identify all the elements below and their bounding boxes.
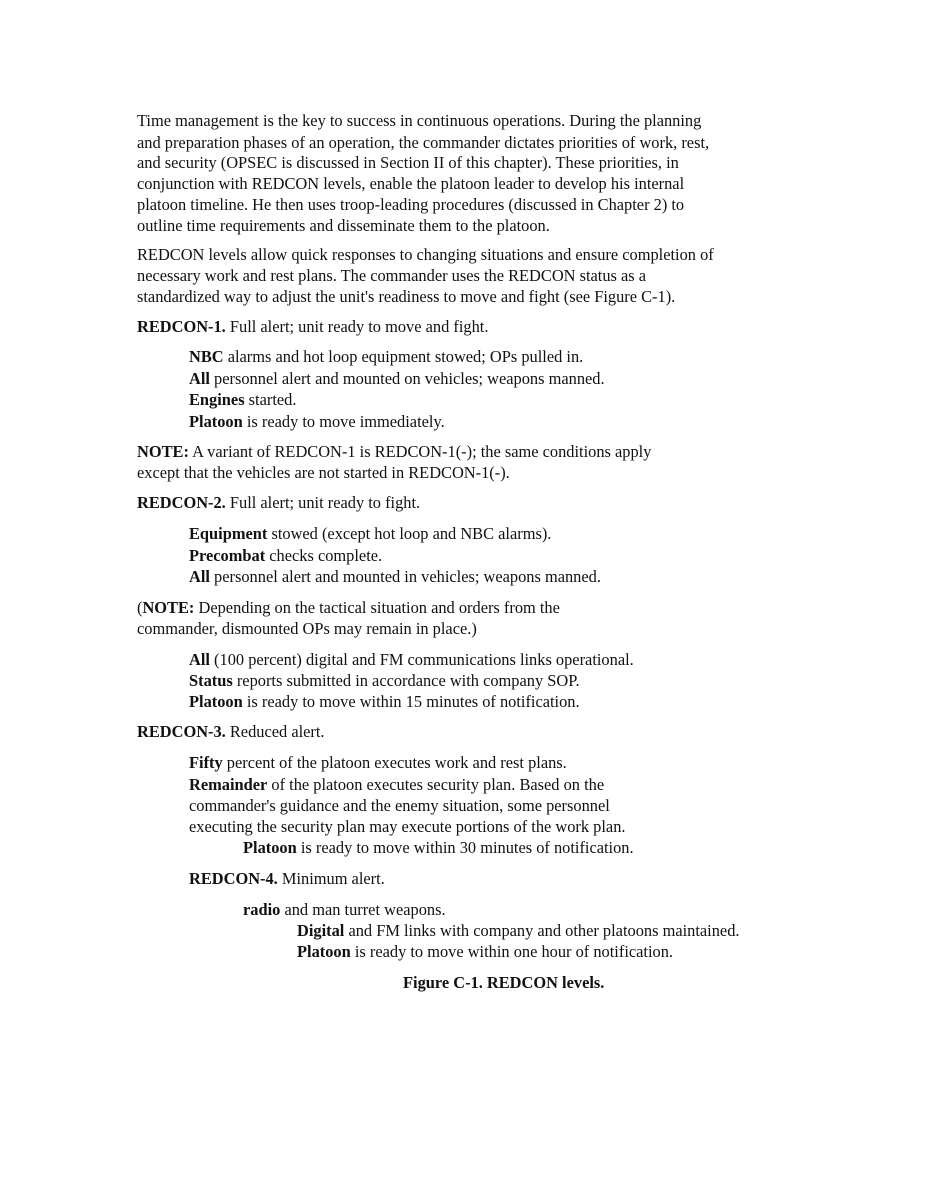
redcon-4-item: Digital and FM links with company and other platoons maintained. <box>297 921 740 940</box>
redcon-2-item: All personnel alert and mounted in vehicles; weapons manned. <box>189 567 601 586</box>
figure-caption: Figure C-1. REDCON levels. <box>403 973 605 992</box>
redcon-3-item-continuation: commander's guidance and the enemy situation, some personnel <box>189 796 610 815</box>
redcon-1-item: All personnel alert and mounted on vehicles; weapons manned. <box>189 369 605 388</box>
redcon-2-item: Precombat checks complete. <box>189 546 383 565</box>
paragraph-1-line-5: platoon timeline. He then uses troop-leading procedures (discussed in Chapter 2) to <box>137 195 685 214</box>
redcon-3-heading: REDCON-3. Reduced alert. <box>137 722 325 741</box>
paragraph-1-line-1: Time management is the key to success in continuous operations. During the planning <box>137 111 702 130</box>
paragraph-2-line-2: necessary work and rest plans. The commander uses the REDCON status as a <box>137 266 647 285</box>
note-1-line-1: NOTE: A variant of REDCON-1 is REDCON-1(-); the same conditions apply <box>137 442 652 461</box>
redcon-2-item: Equipment stowed (except hot loop and NBC alarms). <box>189 524 552 543</box>
redcon-1-item: NBC alarms and hot loop equipment stowed; OPs pulled in. <box>189 347 584 366</box>
paragraph-1-line-6: outline time requirements and disseminate them to the platoon. <box>137 216 550 235</box>
redcon-2-heading: REDCON-2. Full alert; unit ready to fight. <box>137 493 421 512</box>
paragraph-1-line-2: and preparation phases of an operation, the commander dictates priorities of work, rest, <box>137 133 710 152</box>
redcon-1-item: Engines started. <box>189 390 297 409</box>
paragraph-1-line-4: conjunction with REDCON levels, enable the platoon leader to develop his internal <box>137 174 685 193</box>
redcon-3-item: Remainder of the platoon executes security plan. Based on the <box>189 775 605 794</box>
redcon-2-item: Status reports submitted in accordance with company SOP. <box>189 671 580 690</box>
redcon-1-item: Platoon is ready to move immediately. <box>189 412 445 431</box>
redcon-2-item: All (100 percent) digital and FM communications links operational. <box>189 650 634 669</box>
note-1-line-2: except that the vehicles are not started in REDCON-1(-). <box>137 463 510 482</box>
redcon-4-item: Platoon is ready to move within one hour of notification. <box>297 942 674 961</box>
paragraph-2-line-1: REDCON levels allow quick responses to changing situations and ensure completion of <box>137 245 714 264</box>
note-2-line-2: commander, dismounted OPs may remain in place.) <box>137 619 477 638</box>
note-2-line-1: (NOTE: Depending on the tactical situation and orders from the <box>137 598 560 617</box>
redcon-3-item: Platoon is ready to move within 30 minutes of notification. <box>243 838 634 857</box>
redcon-3-item: Fifty percent of the platoon executes work and rest plans. <box>189 753 567 772</box>
paragraph-1-line-3: and security (OPSEC is discussed in Section II of this chapter). These priorities, in <box>137 153 679 172</box>
redcon-1-heading: REDCON-1. Full alert; unit ready to move and fight. <box>137 317 489 336</box>
paragraph-2-line-3: standardized way to adjust the unit's readiness to move and fight (see Figure C-1). <box>137 287 676 306</box>
redcon-4-item: radio and man turret weapons. <box>243 900 446 919</box>
redcon-4-heading: REDCON-4. Minimum alert. <box>189 869 385 888</box>
redcon-3-item-continuation: executing the security plan may execute portions of the work plan. <box>189 817 626 836</box>
redcon-2-item: Platoon is ready to move within 15 minutes of notification. <box>189 692 580 711</box>
